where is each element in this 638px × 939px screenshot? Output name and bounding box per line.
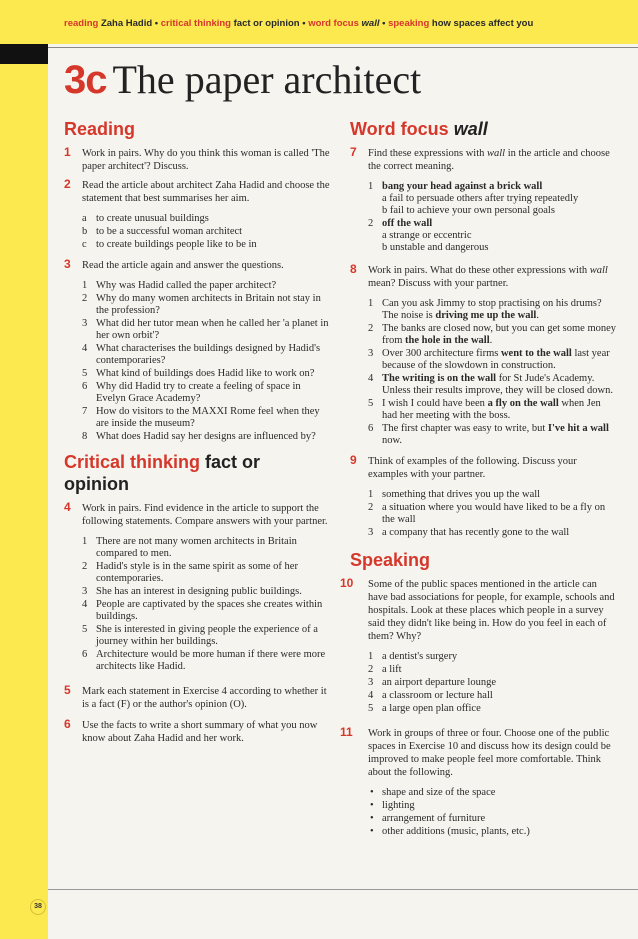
item-marker: 3 (368, 527, 374, 538)
item-text: to create unusual buildings (96, 213, 209, 224)
item-marker: 5 (368, 398, 374, 409)
topic-value: wall (361, 18, 380, 29)
expression-item (368, 218, 618, 254)
page-title (64, 57, 422, 102)
exercise-text: Read the article again and answer the questions. (82, 260, 284, 271)
section-heading-speaking: Speaking (350, 550, 431, 570)
item-marker: 3 (82, 586, 88, 597)
sentence-text: The banks are closed now, but you can get some money from (382, 323, 617, 346)
exercise-8-sentences (350, 298, 618, 447)
section-heading-reading: Reading (64, 119, 136, 139)
exercise-number: 5 (64, 683, 71, 697)
list-item (82, 239, 330, 251)
item-marker: 2 (82, 293, 88, 304)
item-marker: 1 (368, 181, 374, 192)
list-item (82, 318, 330, 342)
item-marker: 1 (368, 298, 374, 309)
expression-text: bang your head against a brick wall (382, 181, 543, 192)
sentence-text: last year because of the slowdown in construction. (382, 348, 610, 371)
item-marker: 4 (82, 599, 88, 610)
exercise-5 (64, 685, 330, 711)
left-column (64, 118, 330, 751)
item-text: She is interested in giving people the experience of a journey within her buildings. (96, 624, 318, 647)
sentence-item (368, 348, 618, 372)
item-marker: • (370, 787, 374, 798)
item-marker: 7 (82, 406, 88, 417)
item-text: a large open plan office (382, 703, 481, 714)
item-marker: 1 (368, 489, 374, 500)
heading-part: fact or opinion (64, 452, 261, 494)
sentence-item (368, 373, 618, 397)
list-item (368, 826, 618, 838)
exercise-number: 8 (350, 262, 357, 276)
item-text: an airport departure lounge (382, 677, 496, 688)
item-marker: 2 (368, 218, 374, 229)
list-item (368, 677, 618, 689)
exercise-text: Work in pairs. Find evidence in the article to support the following statements. Compare answers with your partner. (82, 503, 328, 527)
item-text: What kind of buildings does Hadid like to work on? (96, 368, 315, 379)
item-text: shape and size of the space (382, 787, 496, 798)
sentence-item (368, 298, 618, 322)
sentence-text: I wish I could have been (382, 398, 488, 409)
meaning-option: b fail to achieve your own personal goals (382, 205, 555, 216)
exercise-text: Read the article about architect Zaha Hadid and choose the statement that best summarises her aim. (82, 180, 330, 204)
item-text: a situation where you would have liked to be a fly on the wall (382, 502, 606, 525)
list-item (368, 787, 618, 799)
page-number: 38 (30, 899, 46, 915)
exercise-3-questions (64, 280, 330, 443)
exercise-4-statements (64, 536, 330, 673)
item-marker: • (370, 826, 374, 837)
exercise-text: Use the facts to write a short summary of what you now know about Zaha Hadid and her work. (82, 720, 318, 744)
list-item (82, 649, 330, 673)
meaning-option: a fail to persuade others after trying repeatedly (382, 193, 579, 204)
item-marker: 1 (368, 651, 374, 662)
expression-item (368, 181, 618, 217)
item-marker: 3 (368, 677, 374, 688)
item-marker: c (82, 239, 87, 250)
list-item (368, 502, 618, 526)
heading-part: Word focus (350, 119, 449, 139)
meaning-option: a strange or eccentric (382, 230, 472, 241)
item-text: Hadid's style is in the same spirit as some of her contemporaries. (96, 561, 298, 584)
meaning-option: b unstable and dangerous (382, 242, 489, 253)
exercise-7-expressions (350, 181, 618, 254)
right-column (340, 118, 618, 846)
item-marker: 5 (82, 368, 88, 379)
list-item (368, 690, 618, 702)
lesson-title: The paper architect (112, 57, 422, 102)
exercise-7 (350, 147, 618, 173)
list-item (82, 213, 330, 225)
heading-part: Critical thinking (64, 452, 201, 472)
item-marker: 2 (368, 323, 374, 334)
item-marker: 8 (82, 431, 88, 442)
topic-value: how spaces affect you (431, 18, 534, 29)
item-text: a company that has recently gone to the wall (382, 527, 570, 538)
list-item (368, 527, 618, 539)
item-marker: 5 (368, 703, 374, 714)
expression-text: driving me up the wall (435, 310, 537, 321)
item-text: People are captivated by the spaces she creates within buildings. (96, 599, 323, 622)
list-item (82, 343, 330, 367)
topic-key: critical thinking (160, 18, 231, 29)
exercise-8 (350, 264, 618, 290)
item-text: How do visitors to the MAXXI Rome feel when they are inside the museum? (96, 406, 320, 429)
exercise-number: 11 (340, 725, 353, 739)
item-marker: 1 (82, 280, 88, 291)
list-item (82, 406, 330, 430)
item-marker: a (82, 213, 87, 224)
item-marker: • (370, 800, 374, 811)
item-text: What characterises the buildings designed by Hadid's contemporaries? (96, 343, 321, 366)
exercise-number: 6 (64, 717, 71, 731)
exercise-text: Some of the public spaces mentioned in the article can have bad associations for people, for example, schools and hospitals. Look at these places which people in a survey said they didn't like being in. How do you feel in each of them? Why? (368, 579, 615, 642)
sentence-text: The first chapter was easy to write, but (382, 423, 548, 434)
topic-key: speaking (388, 18, 430, 29)
list-item (368, 813, 618, 825)
item-marker: 2 (368, 664, 374, 675)
lesson-topics-bar: reading Zaha Hadid • critical thinking fact or opinion • word focus wall • speaking how spaces affect you (64, 18, 534, 29)
expression-text: The writing is on the wall (382, 373, 497, 384)
sentence-text: when Jen had her meeting with the boss. (382, 398, 601, 421)
sentence-text: . (536, 310, 539, 321)
item-marker: 2 (82, 561, 88, 572)
exercise-number: 10 (340, 576, 354, 590)
edge-tab (0, 44, 48, 64)
list-item (82, 599, 330, 623)
exercise-number: 2 (64, 177, 71, 191)
item-marker: 2 (368, 502, 374, 513)
item-text: something that drives you up the wall (382, 489, 541, 500)
exercise-9-prompts (350, 489, 618, 539)
item-text: Architecture would be more human if there were more architects like Hadid. (96, 649, 326, 672)
exercise-text: Think of examples of the following. Discuss your examples with your partner. (368, 456, 577, 480)
section-heading-word-focus (350, 118, 618, 140)
exercise-10-places (350, 651, 618, 715)
expression-text: a fly on the wall (487, 398, 559, 409)
item-marker: 1 (82, 536, 88, 547)
list-item (82, 368, 330, 380)
exercise-text: Work in pairs. Why do you think this woman is called 'The paper architect'? Discuss. (82, 148, 330, 172)
sentence-text: for St Jude's Academy. Unless their results improve, they will be closed down. (382, 373, 613, 396)
sentence-text: now. (382, 435, 403, 446)
exercise-number: 9 (350, 453, 357, 467)
exercise-number: 3 (64, 257, 71, 271)
item-marker: 4 (82, 343, 88, 354)
expression-text: off the wall (382, 218, 433, 229)
expression-text: the hole in the wall (405, 335, 490, 346)
exercise-text: Mark each statement in Exercise 4 according to whether it is a fact (F) or the author's opinion (O). (82, 686, 327, 710)
sentence-item (368, 398, 618, 422)
exercise-text: Work in pairs. What do these other expressions with (368, 265, 590, 276)
exercise-2-options (64, 213, 330, 251)
exercise-11 (340, 725, 618, 779)
list-item (82, 536, 330, 560)
exercise-text: mean? Discuss with your partner. (368, 278, 509, 289)
item-marker: • (370, 813, 374, 824)
heading-part: wall (453, 119, 488, 139)
exercise-text: Find these expressions with (368, 148, 487, 159)
list-item (82, 293, 330, 317)
item-text: lighting (382, 800, 415, 811)
exercise-9 (350, 455, 618, 481)
sentence-text: . (489, 335, 493, 346)
item-text: to be a successful woman architect (96, 226, 243, 237)
exercise-text: Work in groups of three or four. Choose one of the public spaces in Exercise 10 and discuss how its design could be improved to make people feel more comfortable. Think about the following. (368, 728, 611, 778)
item-text: arrangement of furniture (382, 813, 486, 824)
topic-value: Zaha Hadid (100, 18, 153, 29)
list-item (368, 651, 618, 663)
exercise-11-considerations (350, 787, 618, 838)
list-item (368, 703, 618, 715)
item-text: a classroom or lecture hall (382, 690, 493, 701)
left-color-band (0, 44, 48, 939)
item-marker: 6 (82, 381, 88, 392)
expression-text: I've hit a wall (547, 423, 609, 434)
exercise-number: 4 (64, 500, 71, 514)
item-text: What does Hadid say her designs are influenced by? (96, 431, 316, 442)
section-heading-critical-thinking (64, 451, 330, 495)
footer-rule (48, 889, 638, 890)
list-item (368, 489, 618, 501)
exercise-3 (64, 259, 330, 272)
item-text: What did her tutor mean when he called her 'a planet in her own orbit'? (96, 318, 329, 341)
sentence-text: Over 300 architecture firms (382, 348, 501, 359)
exercise-1 (64, 147, 330, 173)
list-item (82, 561, 330, 585)
list-item (82, 586, 330, 598)
topic-key: word focus (308, 18, 359, 29)
topic-value: fact or opinion (233, 18, 300, 29)
exercise-6 (64, 719, 330, 745)
sentence-text: Can you ask Jimmy to stop practising on his drums? The noise is (382, 298, 602, 321)
expression-text: went to the wall (500, 348, 572, 359)
item-marker: 3 (82, 318, 88, 329)
item-text: other additions (music, plants, etc.) (382, 826, 530, 837)
item-text: a lift (382, 664, 402, 675)
item-text: There are not many women architects in Britain compared to men. (96, 536, 297, 559)
list-item (82, 624, 330, 648)
item-text: a dentist's surgery (382, 651, 458, 662)
sentence-item (368, 423, 618, 447)
item-marker: 6 (82, 649, 88, 660)
sentence-item (368, 323, 618, 347)
item-text: Why was Hadid called the paper architect? (96, 280, 277, 291)
exercise-text: in the article and choose the correct meaning. (368, 148, 610, 172)
exercise-2 (64, 179, 330, 205)
list-item (82, 381, 330, 405)
list-item (368, 664, 618, 676)
list-item (82, 280, 330, 292)
list-item (82, 431, 330, 443)
exercise-10 (340, 576, 618, 643)
item-marker: b (82, 226, 88, 237)
exercise-4 (64, 502, 330, 528)
list-item (368, 800, 618, 812)
item-marker: 3 (368, 348, 374, 359)
item-text: to create buildings people like to be in (96, 239, 257, 250)
exercise-number: 7 (350, 145, 357, 159)
item-text: She has an interest in designing public buildings. (96, 586, 302, 597)
list-item (82, 226, 330, 238)
item-marker: 5 (82, 624, 88, 635)
item-marker: 4 (368, 690, 374, 701)
lesson-number: 3c (64, 58, 107, 102)
item-text: Why did Hadid try to create a feeling of space in Evelyn Grace Academy? (96, 381, 301, 404)
exercise-text-italic: wall (589, 265, 608, 276)
item-marker: 6 (368, 423, 374, 434)
header-rule (48, 47, 638, 48)
item-text: Why do many women architects in Britain not stay in the profession? (96, 293, 321, 316)
item-marker: 4 (368, 373, 374, 384)
exercise-text-italic: wall (487, 148, 506, 159)
topic-key: reading (64, 18, 99, 29)
exercise-number: 1 (64, 145, 71, 159)
